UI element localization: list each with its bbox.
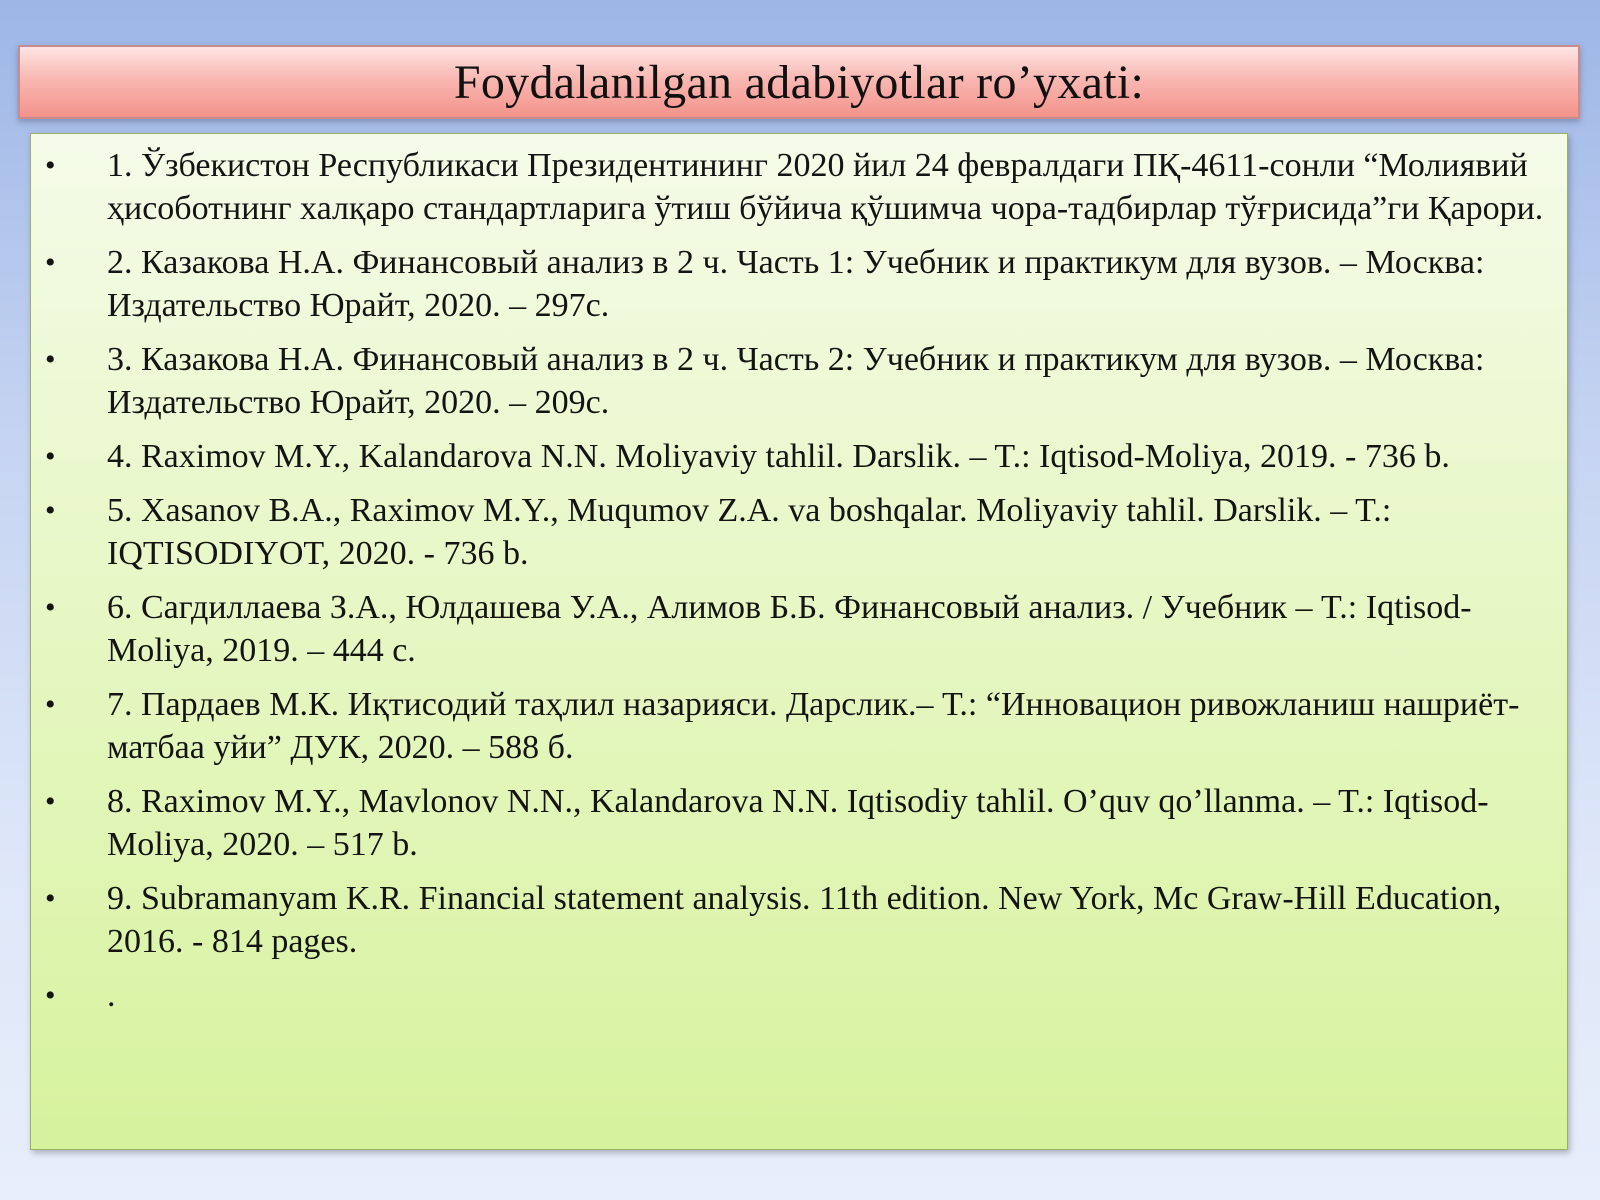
reference-item-4 bbox=[31, 435, 1545, 478]
reference-item-8 bbox=[31, 780, 1545, 866]
reference-text: 1. Ўзбекистон Республикаси Президентининг 2020 йил 24 февралдаги ПҚ-4611-сонли “Молиявий ҳисоботнинг халқаро стандартларига ўтиш бўйича қўшимча чора-тадбирлар тўғрисида”ги Қарори. bbox=[107, 147, 1544, 227]
reference-text: 7. Пардаев М.К. Иқтисодий таҳлил назарияси. Дарслик.– Т.: “Инновацион ривожланиш нашриёт-матбаа уйи” ДУК, 2020. – 588 б. bbox=[107, 686, 1520, 766]
bullet-marker: • bbox=[45, 785, 56, 818]
bullet-marker: • bbox=[45, 882, 56, 915]
bullet-marker: • bbox=[45, 688, 56, 721]
bullet-marker: • bbox=[45, 149, 56, 182]
bullet-marker: • bbox=[45, 591, 56, 624]
bullet-marker: • bbox=[45, 246, 56, 279]
reference-text: 5. Xasanov B.A., Raximov M.Y., Muqumov Z.A. va boshqalar. Moliyaviy tahlil. Darslik. – T.: IQTISODIYOT, 2020. - 736 b. bbox=[107, 492, 1392, 572]
reference-text: 4. Raximov M.Y., Kalandarova N.N. Moliyaviy tahlil. Darslik. – T.: Iqtisod-Moliya, 2019. - 736 b. bbox=[107, 438, 1450, 475]
references-list bbox=[31, 134, 1567, 1017]
reference-item-3 bbox=[31, 338, 1545, 424]
bullet-marker: • bbox=[45, 979, 56, 1012]
reference-text: 9. Subramanyam K.R. Financial statement analysis. 11th edition. New York, Mc Graw-Hill Education, 2016. - 814 pages. bbox=[107, 880, 1502, 960]
reference-text: . bbox=[107, 977, 116, 1014]
reference-item-5 bbox=[31, 489, 1545, 575]
slide-title: Foydalanilgan adabiyotlar ro’yxati: bbox=[453, 55, 1145, 109]
reference-item-9 bbox=[31, 877, 1545, 963]
reference-item-7 bbox=[31, 683, 1545, 769]
reference-text: 6. Сагдиллаева З.А., Юлдашева У.А., Алимов Б.Б. Финансовый анализ. / Учебник – T.: Iqtisod-Moliya, 2019. – 444 с. bbox=[107, 589, 1472, 669]
bullet-marker: • bbox=[45, 440, 56, 473]
bullet-marker: • bbox=[45, 343, 56, 376]
title-banner bbox=[18, 45, 1580, 119]
bullet-marker: • bbox=[45, 494, 56, 527]
reference-text: 2. Казакова Н.А. Финансовый анализ в 2 ч. Часть 1: Учебник и практикум для вузов. – Москва: Издательство Юрайт, 2020. – 297с. bbox=[107, 244, 1485, 324]
references-panel bbox=[30, 133, 1568, 1150]
reference-text: 8. Raximov M.Y., Mavlonov N.N., Kalandarova N.N. Iqtisodiy tahlil. O’quv qo’llanma. – T.: Iqtisod-Moliya, 2020. – 517 b. bbox=[107, 783, 1489, 863]
reference-item-1 bbox=[31, 144, 1545, 230]
reference-item-10 bbox=[31, 974, 1545, 1017]
reference-text: 3. Казакова Н.А. Финансовый анализ в 2 ч. Часть 2: Учебник и практикум для вузов. – Москва: Издательство Юрайт, 2020. – 209с. bbox=[107, 341, 1485, 421]
reference-item-2 bbox=[31, 241, 1545, 327]
reference-item-6 bbox=[31, 586, 1545, 672]
